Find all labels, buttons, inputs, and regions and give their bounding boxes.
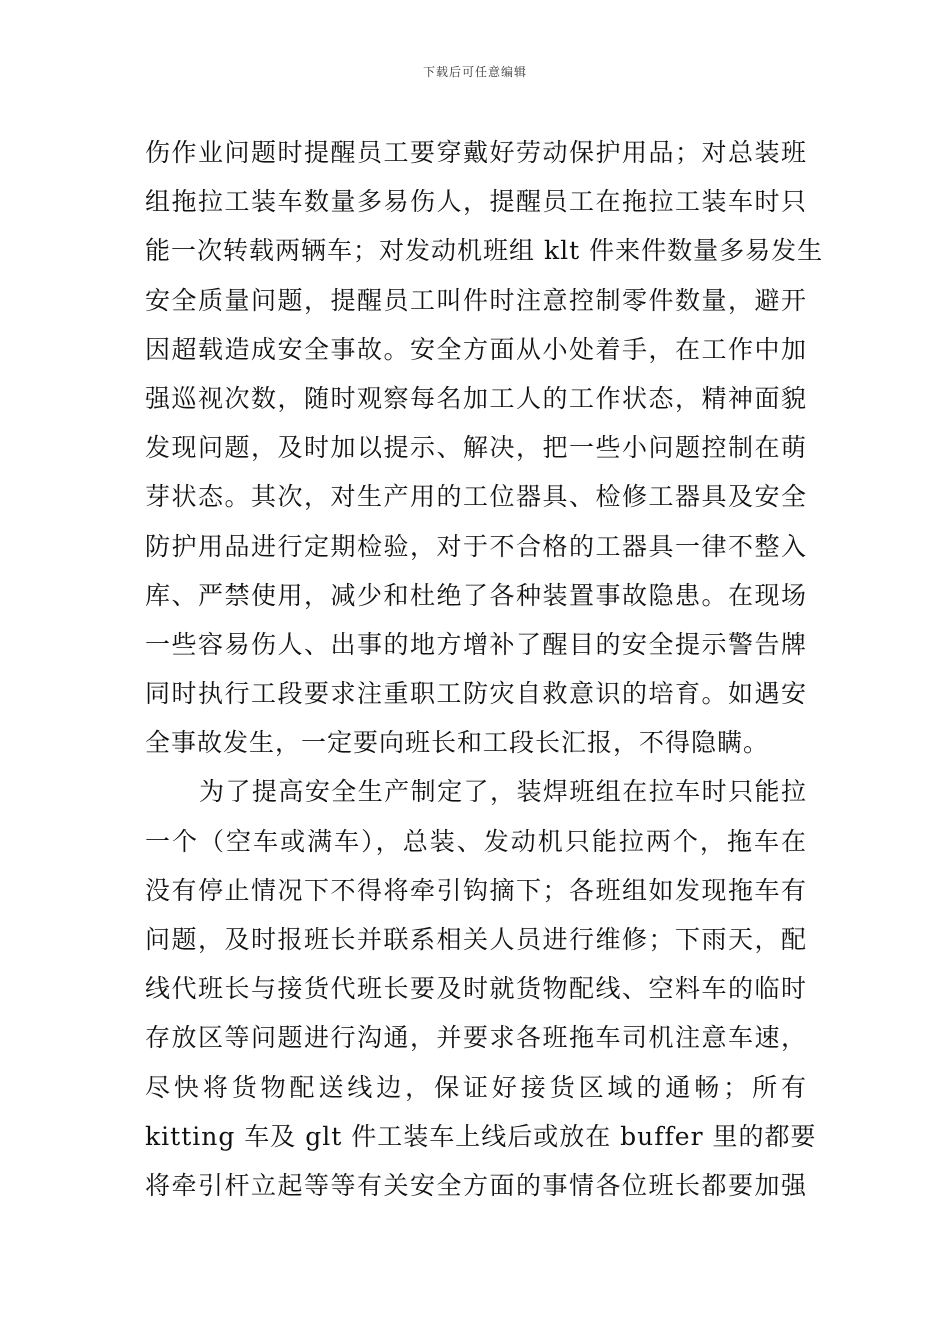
text-line: 尽快将货物配送线边，保证好接货区域的通畅；所有 xyxy=(145,1072,807,1102)
text-line: kitting 车及 glt 件工装车上线后或放在 buffer 里的都要 xyxy=(145,1121,817,1151)
paragraph-end-line: 全事故发生，一定要向班长和工段长汇报，不得隐瞒。 xyxy=(145,728,770,758)
text-line: 能一次转载两辆车；对发动机班组 klt 件来件数量多易发生 xyxy=(145,236,824,266)
text-line: 将牵引杆立起等等有关安全方面的事情各位班长都要加强 xyxy=(145,1170,807,1200)
text-line: 线代班长与接货代班长要及时就货物配线、空料车的临时 xyxy=(145,974,807,1004)
text-line: 发现问题，及时加以提示、解决，把一些小问题控制在萌 xyxy=(145,433,807,463)
text-line: 库、严禁使用，减少和杜绝了各种装置事故隐患。在现场 xyxy=(145,580,807,610)
text-line: 组拖拉工装车数量多易伤人，提醒员工在拖拉工装车时只 xyxy=(145,187,807,217)
paragraph-start-line: 为了提高安全生产制定了，装焊班组在拉车时只能拉 xyxy=(199,777,807,807)
text-line: 同时执行工段要求注重职工防灾自救意识的培育。如遇安 xyxy=(145,679,807,709)
text-line: 因超载造成安全事故。安全方面从小处着手，在工作中加 xyxy=(145,334,807,364)
text-line: 存放区等问题进行沟通，并要求各班拖车司机注意车速， xyxy=(145,1023,807,1053)
text-line: 一些容易伤人、出事的地方增补了醒目的安全提示警告牌 xyxy=(145,629,807,659)
text-line: 问题，及时报班长并联系相关人员进行维修；下雨天，配 xyxy=(145,925,807,954)
text-line: 芽状态。其次，对生产用的工位器具、检修工器具及安全 xyxy=(145,482,807,512)
page-header: 下载后可任意编辑 xyxy=(422,65,527,79)
document-body xyxy=(145,128,824,1210)
text-line: 防护用品进行定期检验，对于不合格的工器具一律不整入 xyxy=(145,531,807,561)
text-line: 安全质量问题，提醒员工叫件时注意控制零件数量，避开 xyxy=(145,285,807,315)
text-line: 伤作业问题时提醒员工要穿戴好劳动保护用品；对总装班 xyxy=(145,138,807,167)
text-line: 一个（空车或满车），总装、发动机只能拉两个，拖车在 xyxy=(145,826,807,856)
text-line: 强巡视次数，随时观察每名加工人的工作状态，精神面貌 xyxy=(145,383,807,413)
text-line: 没有停止情况下不得将牵引钩摘下；各班组如发现拖车有 xyxy=(145,875,807,905)
